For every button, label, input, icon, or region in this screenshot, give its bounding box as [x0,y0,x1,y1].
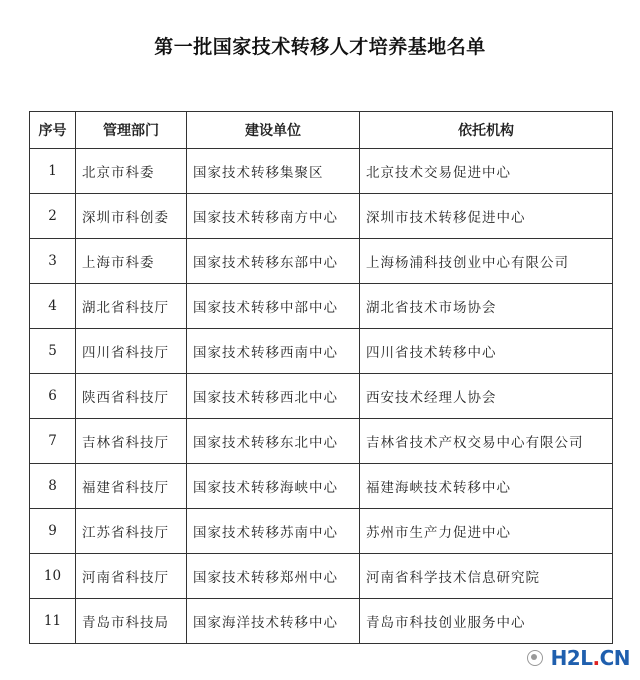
row-department: 陕西省科技厅 [76,374,187,419]
header-department: 管理部门 [76,112,187,149]
table-row [30,329,613,374]
row-institution: 北京技术交易促进中心 [360,149,613,194]
row-builder: 国家技术转移集聚区 [187,149,360,194]
row-department: 福建省科技厅 [76,464,187,509]
row-index: 1 [30,149,76,194]
table-row [30,149,613,194]
table-row [30,419,613,464]
row-builder: 国家技术转移南方中心 [187,194,360,239]
row-index: 3 [30,239,76,284]
row-index: 10 [30,554,76,599]
row-index: 7 [30,419,76,464]
table-row [30,284,613,329]
row-institution: 深圳市技术转移促进中心 [360,194,613,239]
row-index: 5 [30,329,76,374]
row-builder: 国家技术转移苏南中心 [187,509,360,554]
row-department: 北京市科委 [76,149,187,194]
row-department: 湖北省科技厅 [76,284,187,329]
logo-dot: . [592,646,600,670]
logo-suffix: CN [599,646,630,670]
table-row [30,374,613,419]
row-builder: 国家技术转移东部中心 [187,239,360,284]
row-builder: 国家技术转移海峡中心 [187,464,360,509]
row-builder: 国家技术转移中部中心 [187,284,360,329]
wechat-icon [527,650,543,666]
row-institution: 河南省科学技术信息研究院 [360,554,613,599]
row-builder: 国家技术转移郑州中心 [187,554,360,599]
row-builder: 国家海洋技术转移中心 [187,599,360,644]
row-index: 9 [30,509,76,554]
row-builder: 国家技术转移西北中心 [187,374,360,419]
table-row [30,464,613,509]
table-header-row [30,112,613,149]
table-row [30,194,613,239]
row-institution: 吉林省技术产权交易中心有限公司 [360,419,613,464]
row-department: 吉林省科技厅 [76,419,187,464]
row-department: 江苏省科技厅 [76,509,187,554]
table-row [30,599,613,644]
row-institution: 苏州市生产力促进中心 [360,509,613,554]
row-index: 4 [30,284,76,329]
row-institution: 上海杨浦科技创业中心有限公司 [360,239,613,284]
site-watermark [527,646,630,670]
row-institution: 青岛市科技创业服务中心 [360,599,613,644]
row-index: 2 [30,194,76,239]
page-title: 第一批国家技术转移人才培养基地名单 [154,36,486,58]
table-row [30,239,613,284]
row-department: 青岛市科技局 [76,599,187,644]
row-department: 河南省科技厅 [76,554,187,599]
row-department: 上海市科委 [76,239,187,284]
row-department: 四川省科技厅 [76,329,187,374]
row-institution: 四川省技术转移中心 [360,329,613,374]
row-institution: 福建海峡技术转移中心 [360,464,613,509]
row-index: 11 [30,599,76,644]
row-index: 8 [30,464,76,509]
row-builder: 国家技术转移西南中心 [187,329,360,374]
header-builder: 建设单位 [187,112,360,149]
row-builder: 国家技术转移东北中心 [187,419,360,464]
h2l-logo [551,646,630,670]
header-index: 序号 [30,112,76,149]
table-row [30,509,613,554]
row-department: 深圳市科创委 [76,194,187,239]
header-institution: 依托机构 [360,112,613,149]
base-list-table [29,111,613,644]
row-institution: 湖北省技术市场协会 [360,284,613,329]
row-index: 6 [30,374,76,419]
table-row [30,554,613,599]
logo-main: H2L [550,646,593,670]
row-institution: 西安技术经理人协会 [360,374,613,419]
